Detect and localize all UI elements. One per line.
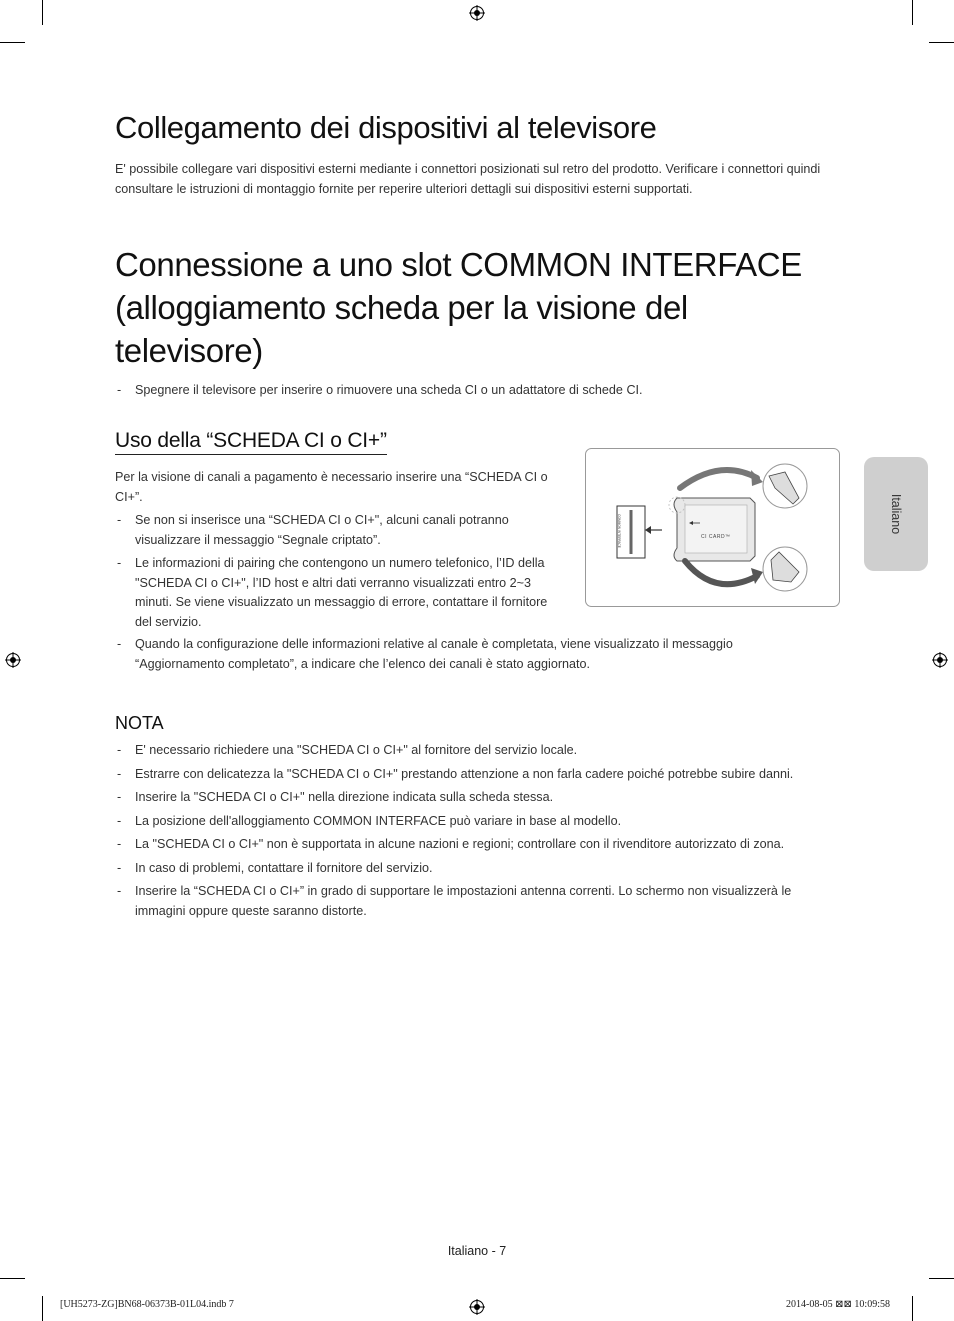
crop-mark [929,1278,954,1279]
crop-mark [0,1278,25,1279]
print-slug-right: 2014-08-05 ⊠⊠ 10:09:58 [786,1299,890,1310]
ci-info-list-continued [115,635,815,674]
intro-paragraph: E' possibile collegare vari dispositivi esterni mediante i connettori posizionati sul retro del prodotto. Verificare i connettori quindi consultare le istruzioni di montaggio fornite per reperire ulteriori dettagli sui dispositivi esterni supportati. [115,162,821,196]
list-item: - La "SCHEDA CI o CI+" non è supportata in alcune nazioni e regioni; controllare con il rivenditore autorizzato di zona. [117,837,785,851]
subsection-title: Uso della “SCHEDA CI o CI+” [115,429,387,455]
language-tab-label: Italiano [889,493,903,535]
crop-mark [0,42,25,43]
list-item: - Spegnere il televisore per inserire o rimuovere una scheda CI o un adattatore di schede CI. [117,383,643,397]
common-interface-slot-label: COMMON INTERFACE [616,514,621,548]
ci-info-list [115,511,565,632]
crop-mark [42,1296,43,1321]
page-title: Collegamento dei dispositivi al televisore [115,110,657,145]
registration-mark-icon [469,5,485,21]
list-item: - In caso di problemi, contattare il fornitore del servizio. [117,860,433,875]
list-item: - Inserire la “SCHEDA CI o CI+” in grado di supportare le impostazioni antenna correnti. Lo schermo non visualizzerà le immagini oppure queste saranno distorte. [117,884,792,918]
language-tab [864,457,928,571]
print-slug-left: [UH5273-ZG]BN68-06373B-01L04.indb 7 [60,1299,234,1310]
registration-mark-icon [5,652,21,668]
registration-mark-icon [469,1299,485,1315]
crop-mark [929,42,954,43]
crop-mark [42,0,43,25]
nota-list [115,741,835,921]
crop-mark [912,0,913,25]
crop-mark [912,1296,913,1321]
list-item: - Estrarre con delicatezza la "SCHEDA CI o CI+" prestando attenzione a non farla cadere poiché potrebbe subire danni. [117,766,794,781]
ci-card-illustration [585,448,840,607]
subsection-lead: Per la visione di canali a pagamento è necessario inserire una “SCHEDA CI o CI+”. [115,470,548,504]
list-item: - La posizione dell'alloggiamento COMMON INTERFACE può variare in base al modello. [117,813,622,828]
nota-heading: NOTA [115,713,164,733]
registration-mark-icon [932,652,948,668]
list-item: - Se non si inserisce una “SCHEDA CI o CI+", alcuni canali potranno visualizzare il messaggio “Segnale criptato”. [117,513,509,547]
ci-note-list [115,381,845,401]
list-item: - Quando la configurazione delle informazioni relative al canale è completata, viene visualizzato il messaggio “Aggiornamento completato”, a indicare che l’elenco dei canali è stato aggiornato. [117,637,733,671]
ci-card-diagram [585,448,840,607]
list-item: - E' necessario richiedere una "SCHEDA CI o CI+" al fornitore del servizio locale. [117,743,578,757]
section-title-ci: Connessione a uno slot COMMON INTERFACE (alloggiamento scheda per la visione del televisore) [115,246,802,369]
list-item: - Inserire la "SCHEDA CI o CI+" nella direzione indicata sulla scheda stessa. [117,790,554,804]
list-item: - Le informazioni di pairing che contengono un numero telefonico, l’ID della "SCHEDA CI o CI+", l’ID host e altri dati verranno visualizzati entro 2~3 minuti. Se viene visualizzato un messaggio di errore, contattare il fornitore del servizio. [117,556,548,629]
ci-card-label: CI CARD™ [701,534,731,540]
page-number: Italiano - 7 [447,1244,507,1258]
